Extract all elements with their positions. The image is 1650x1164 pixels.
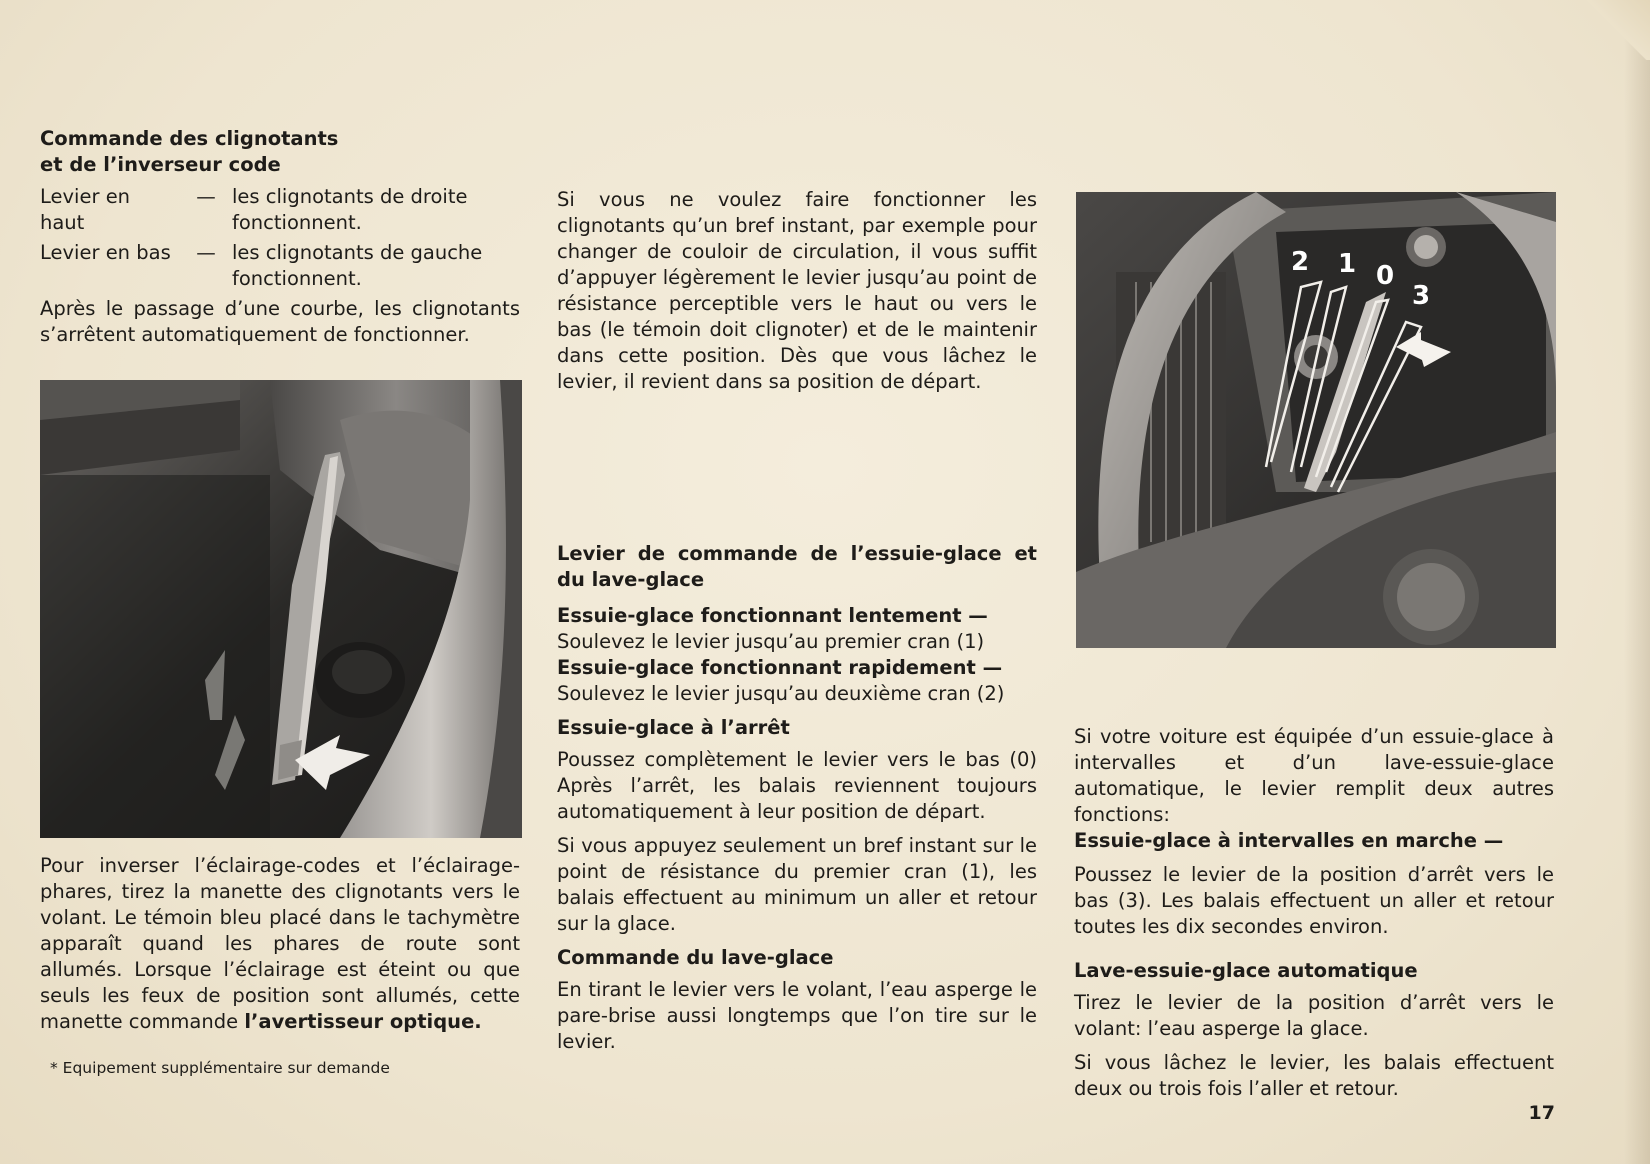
definition-dash: — [196,241,216,264]
interval-heading: Essuie-glace à intervalles en marche — [1074,829,1504,852]
auto-washer-text-2: Si vous lâchez le levier, les balais effectuent deux ou trois fois l’aller et retour. [1074,1051,1554,1100]
definition-text: les clignotants de droite fonctionnent. [232,185,468,234]
page-corner-fold [1570,0,1650,60]
turn-signal-heading: Commande des clignotants et de l’inverseur code [40,127,339,176]
page-edge-shadow [1624,0,1650,1164]
definition-text: les clignotants de gauche fonctionnent. [232,241,483,290]
wiper-slow-heading: Essuie-glace fonctionnant lentement — [557,604,988,627]
definition-dash: — [196,185,216,208]
wiper-heading: Levier de commande de l’essuie-glace et du lave-glace [557,542,1037,591]
auto-washer-text-1: Tirez le levier de la position d’arrêt vers le volant: l’eau asperge la glace. [1074,991,1554,1040]
middle-column-bottom [557,541,1037,1063]
left-column [40,126,520,356]
position-0-label: 0 [1376,261,1395,291]
washer-heading: Commande du lave-glace [557,946,834,969]
wiper-fast-text: Soulevez le levier jusqu’au deuxième cran (2) [557,682,1005,705]
right-column [1074,724,1554,1110]
auto-washer-heading: Lave-essuie-glace automatique [1074,959,1418,982]
headlight-text: Pour inverser l’éclairage-codes et l’éclairage-phares, tirez la manette des clignotants vers le volant. Le témoin bleu placé dans le tachymètre apparaît quand les phares de route sont allumés. Lorsque l’éclairage est éteint ou que seuls les feux de position sont allumés, cette manette commande [40,854,520,1033]
turn-signal-lever-photo [40,380,522,838]
page-number: 17 [1528,1102,1555,1124]
position-3-label: 3 [1412,281,1431,311]
wiper-stop-text: Poussez complètement le levier vers le bas (0) Après l’arrêt, les balais reviennent toujours automatiquement à leur position de départ. [557,748,1037,823]
position-1-label: 1 [1338,249,1357,279]
wiper-slow-text: Soulevez le levier jusqu’au premier cran (1) [557,630,985,653]
washer-text: En tirant le levier vers le volant, l’eau asperge le pare-brise aussi longtemps que l’on tire sur le levier. [557,978,1037,1053]
middle-column-top [557,187,1037,403]
interval-intro: Si votre voiture est équipée d’un essuie-glace à intervalles et d’un lave-essuie-glace automatique, le levier remplit deux autres fonctions: [1074,725,1554,826]
left-column-lower [40,853,520,1043]
definition-term: Levier en haut [40,185,131,234]
interval-text: Poussez le levier de la position d’arrêt vers le bas (3). Les balais effectuent un aller et retour toutes les dix secondes environ. [1074,863,1554,938]
wiper-fast-heading: Essuie-glace fonctionnant rapidement — [557,656,1003,679]
headlight-bold-text: l’avertisseur optique. [244,1010,482,1033]
wiper-illustration [1076,192,1556,648]
headlight-paragraph [40,853,520,1035]
after-curve-paragraph: Après le passage d’une courbe, les clignotants s’arrêtent automatiquement de fonctionner. [40,297,520,346]
definition-term: Levier en bas [40,241,171,264]
position-2-label: 2 [1291,247,1310,277]
wiper-lever-photo [1076,192,1556,648]
wiper-brief-text: Si vous appuyez seulement un bref instant sur le point de résistance du premier cran (1), les balais effectuent au minimum un aller et retour sur la glace. [557,834,1037,935]
footnote: * Equipement supplémentaire sur demande [50,1059,390,1077]
lever-down-definition [40,240,520,292]
lever-illustration [40,380,522,838]
brief-signal-paragraph: Si vous ne voulez faire fonctionner les clignotants qu’un bref instant, par exemple pour changer de couloir de circulation, il vous suffit d’appuyer légèrement le levier jusqu’au point de résistance perceptible vers le haut ou vers le bas (le témoin doit clignoter) et de le maintenir dans cette position. Dès que vous lâchez le levier, il revient dans sa position de départ. [557,188,1037,393]
lever-up-definition [40,184,520,236]
wiper-stop-heading: Essuie-glace à l’arrêt [557,716,790,739]
